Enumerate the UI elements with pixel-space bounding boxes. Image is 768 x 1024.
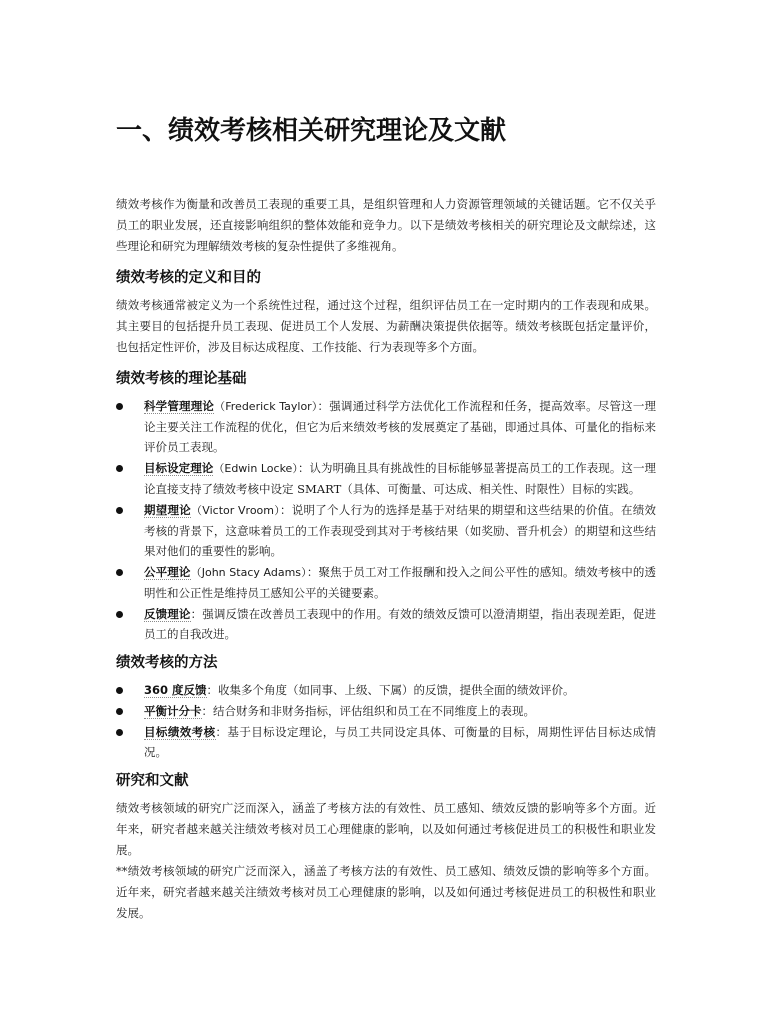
- theory-author: （Edwin Locke）: [213, 462, 298, 475]
- theory-item-feedback: [116, 604, 656, 644]
- method-item-360-feedback: [116, 680, 656, 700]
- theory-list: [116, 396, 656, 644]
- theory-item-expectancy: [116, 500, 656, 561]
- theory-term: 目标设定理论: [144, 461, 214, 475]
- theory-item-equity: [116, 562, 656, 603]
- method-item-objective-assessment: [116, 722, 656, 762]
- theory-term: 公平理论: [144, 565, 191, 579]
- method-description: ：基于目标设定理论，与员工共同设定具体、可衡量的目标，周期性评估目标达成情况。: [144, 725, 656, 759]
- section-heading-methods: 绩效考核的方法: [116, 655, 218, 671]
- method-term: 360 度反馈: [144, 683, 207, 697]
- bullet-icon: [116, 611, 123, 618]
- bullet-icon: [116, 729, 123, 736]
- page-title: 一、绩效考核相关研究理论及文献: [116, 116, 507, 146]
- method-description: ：收集多个角度（如同事、上级、下属）的反馈，提供全面的绩效评价。: [206, 683, 575, 697]
- bullet-icon: [116, 507, 123, 514]
- bullet-icon: [116, 569, 123, 576]
- theory-author: （Victor Vroom）: [191, 504, 281, 517]
- theory-description: ：强调通过科学方法优化工作流程和任务，提高效率。尽管这一理论主要关注工作流程的优化，但它为后来绩效考核的发展奠定了基础，即通过具体、可量化的指标来评价员工表现。: [144, 399, 656, 454]
- definition-paragraph: 绩效考核通常被定义为一个系统性过程，通过这个过程，组织评估员工在一定时期内的工作表现和成果。其主要目的包括提升员工表现、促进员工个人发展、为薪酬决策提供依据等。绩效考核既包括定量评价，也包括定性评价，涉及目标达成程度、工作技能、行为表现等多个方面。: [116, 298, 656, 354]
- theory-description: ：说明了个人行为的选择是基于对结果的期望和这些结果的价值。在绩效考核的背景下，这意味着员工的工作表现受到其对于考核结果（如奖励、晋升机会）的期望和这些结果对他们的重要性的影响。: [144, 503, 657, 558]
- method-term: 目标绩效考核: [144, 725, 216, 739]
- theory-term: 科学管理理论: [144, 399, 215, 413]
- theory-item-scientific-management: [116, 396, 656, 457]
- section-heading-definition: 绩效考核的定义和目的: [116, 270, 261, 286]
- theory-description: ：强调反馈在改善员工表现中的作用。有效的绩效反馈可以澄清期望，指出表现差距，促进员工的自我改进。: [144, 607, 656, 641]
- section-heading-research: 研究和文献: [116, 773, 189, 789]
- theory-description: ：聚焦于员工对工作报酬和投入之间公平性的感知。绩效考核中的透明性和公正性是维持员工感知公平的关键要素。: [144, 565, 656, 600]
- theory-term: 反馈理论: [144, 607, 191, 621]
- document-content: [116, 112, 656, 924]
- method-term: 平衡计分卡: [144, 704, 202, 718]
- bullet-icon: [116, 403, 123, 410]
- bullet-icon: [116, 708, 123, 715]
- theory-description: ：认为明确且具有挑战性的目标能够显著提高员工的工作表现。这一理论直接支持了绩效考核中设定 SMART（具体、可衡量、可达成、相关性、时限性）目标的实践。: [144, 461, 656, 496]
- research-paragraph-repeat: **绩效考核领域的研究广泛而深入，涵盖了考核方法的有效性、员工感知、绩效反馈的影响等多个方面。近年来，研究者越来越关注绩效考核对员工心理健康的影响，以及如何通过考核促进员工的积极性和职业发展。: [116, 864, 656, 920]
- intro-paragraph: 绩效考核作为衡量和改善员工表现的重要工具，是组织管理和人力资源管理领域的关键话题。它不仅关乎员工的职业发展，还直接影响组织的整体效能和竞争力。以下是绩效考核相关的研究理论及文献综述，这些理论和研究为理解绩效考核的复杂性提供了多维视角。: [116, 197, 656, 253]
- theory-term: 期望理论: [144, 503, 192, 517]
- method-description: ：结合财务和非财务指标，评估组织和员工在不同维度上的表现。: [201, 704, 535, 718]
- theory-author: （Frederick Taylor）: [214, 400, 318, 413]
- bullet-icon: [116, 465, 123, 472]
- methods-list: [116, 680, 656, 762]
- section-heading-theory: 绩效考核的理论基础: [116, 371, 247, 387]
- theory-author: （John Stacy Adams）: [190, 566, 307, 579]
- research-paragraph: 绩效考核领域的研究广泛而深入，涵盖了考核方法的有效性、员工感知、绩效反馈的影响等多个方面。近年来，研究者越来越关注绩效考核对员工心理健康的影响，以及如何通过考核促进员工的积极性和职业发展。: [116, 801, 656, 857]
- bullet-icon: [116, 687, 123, 694]
- theory-item-goal-setting: [116, 458, 656, 499]
- method-item-balanced-scorecard: [116, 701, 656, 721]
